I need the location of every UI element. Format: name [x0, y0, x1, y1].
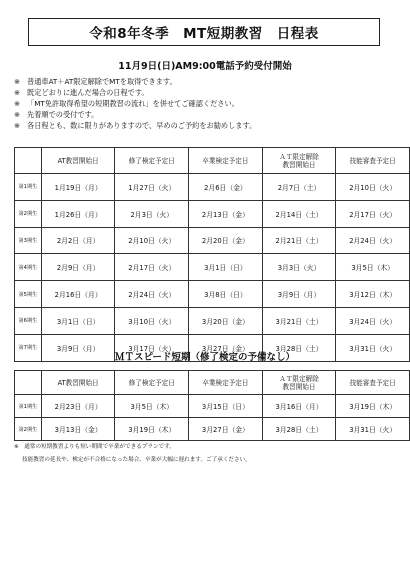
date-cell: 3月28日（土）	[262, 418, 336, 441]
footnote: ※ 通常の短期教習よりも短い期間で卒業ができるプランです。	[14, 444, 175, 450]
row-label: 第2期生	[15, 418, 42, 441]
note-text: 「MT免許取得希望の短期教習の流れ」を併せてご確認ください。	[27, 99, 239, 108]
date-cell: 2月6日（金）	[189, 174, 263, 201]
note-mark: ※	[14, 110, 21, 119]
row-label: 第1期生	[15, 395, 42, 418]
date-cell: 2月24日（火）	[336, 227, 410, 254]
date-cell: 3月27日（金）	[189, 418, 263, 441]
date-cell: 2月9日（月）	[41, 254, 115, 281]
speed-course-title: ＭＴスピード短期（修了検定の予備なし）	[114, 352, 296, 363]
date-cell: 1月19日（月）	[41, 174, 115, 201]
table-header-row	[15, 148, 410, 174]
note-text: 各日程とも、数に限りがありますので、早めのご予約をお勧めします。	[27, 121, 257, 130]
date-cell: 3月8日（日）	[189, 281, 263, 308]
page-title: 令和8年冬季 MT短期教習 日程表	[28, 18, 380, 46]
date-cell: 3月13日（金）	[41, 418, 115, 441]
column-header: 卒業検定予定日	[189, 371, 263, 395]
note-text: 普通車AT＋AT限定解除でMTを取得できます。	[27, 77, 177, 86]
date-cell: 2月14日（土）	[262, 200, 336, 227]
table-row	[15, 418, 410, 441]
note-item	[14, 87, 404, 98]
row-label: 第1期生	[15, 174, 42, 201]
date-cell: 2月17日（火）	[336, 200, 410, 227]
date-cell: 1月27日（火）	[115, 174, 189, 201]
column-header: ＡＴ限定解除 教習開始日	[262, 148, 336, 174]
date-cell: 3月24日（火）	[336, 307, 410, 334]
date-cell: 3月31日（火）	[336, 418, 410, 441]
row-label: 第6期生	[15, 307, 42, 334]
date-cell: 2月20日（金）	[189, 227, 263, 254]
date-cell: 3月5日（木）	[115, 395, 189, 418]
date-cell: 3月17日（火）	[115, 334, 189, 361]
date-cell: 3月1日（日）	[41, 307, 115, 334]
row-label: 第7期生	[15, 334, 42, 361]
date-cell: 3月3日（火）	[262, 254, 336, 281]
column-header: ＡＴ限定解除 教習開始日	[262, 371, 336, 395]
date-cell: 2月10日（火）	[336, 174, 410, 201]
note-item	[14, 109, 404, 120]
date-cell: 2月24日（火）	[115, 281, 189, 308]
table-row	[15, 395, 410, 418]
date-cell: 2月21日（土）	[262, 227, 336, 254]
note-mark: ※	[14, 77, 21, 86]
note-text: 既定どおりに進んだ場合の日程です。	[27, 88, 149, 97]
column-header: AT教習開始日	[41, 371, 115, 395]
date-cell: 2月17日（火）	[115, 254, 189, 281]
column-header: 技能審査予定日	[336, 371, 410, 395]
row-label: 第5期生	[15, 281, 42, 308]
date-cell: 1月26日（月）	[41, 200, 115, 227]
date-cell: 3月12日（木）	[336, 281, 410, 308]
date-cell: 3月15日（日）	[189, 395, 263, 418]
reservation-start-notice: 11月9日(日)AM9:00電話予約受付開始	[118, 61, 292, 72]
note-item	[14, 76, 404, 87]
note-item	[14, 120, 404, 131]
note-item	[14, 98, 404, 109]
date-cell: 2月2日（月）	[41, 227, 115, 254]
date-cell: 3月31日（火）	[336, 334, 410, 361]
date-cell: 3月27日（金）	[189, 334, 263, 361]
date-cell: 3月19日（木）	[115, 418, 189, 441]
table-row	[15, 227, 410, 254]
date-cell: 3月10日（火）	[115, 307, 189, 334]
table-row	[15, 307, 410, 334]
note-mark: ※	[14, 88, 21, 97]
date-cell: 2月23日（月）	[41, 395, 115, 418]
note-mark: ※	[14, 121, 21, 130]
schedule-table-speed	[14, 370, 410, 441]
table-row	[15, 254, 410, 281]
column-header: 卒業検定予定日	[189, 148, 263, 174]
date-cell: 2月13日（金）	[189, 200, 263, 227]
table-row	[15, 200, 410, 227]
column-header	[15, 371, 42, 395]
table-row	[15, 281, 410, 308]
date-cell: 3月19日（木）	[336, 395, 410, 418]
table-row	[15, 174, 410, 201]
date-cell: 3月21日（土）	[262, 307, 336, 334]
row-label: 第3期生	[15, 227, 42, 254]
column-header: AT教習開始日	[41, 148, 115, 174]
footnote: 技能教習の延長や、検定が不合格になった場合、卒業が大幅に遅れます。ご了承ください。	[22, 457, 251, 463]
date-cell: 3月1日（日）	[189, 254, 263, 281]
date-cell: 3月9日（月）	[262, 281, 336, 308]
column-header: 修了検定予定日	[115, 371, 189, 395]
row-label: 第2期生	[15, 200, 42, 227]
schedule-table-standard	[14, 147, 410, 362]
row-label: 第4期生	[15, 254, 42, 281]
date-cell: 3月20日（金）	[189, 307, 263, 334]
date-cell: 3月16日（月）	[262, 395, 336, 418]
note-text: 先着順での受付です。	[27, 110, 99, 119]
column-header: 修了検定予定日	[115, 148, 189, 174]
notes-list	[14, 76, 404, 131]
date-cell: 2月3日（火）	[115, 200, 189, 227]
date-cell: 3月9日（月）	[41, 334, 115, 361]
date-cell: 2月10日（火）	[115, 227, 189, 254]
date-cell: 2月16日（月）	[41, 281, 115, 308]
column-header: 技能審査予定日	[336, 148, 410, 174]
date-cell: 2月7日（土）	[262, 174, 336, 201]
date-cell: 3月5日（木）	[336, 254, 410, 281]
table-header-row	[15, 371, 410, 395]
note-mark: ※	[14, 99, 21, 108]
column-header	[15, 148, 42, 174]
date-cell: 3月28日（土）	[262, 334, 336, 361]
